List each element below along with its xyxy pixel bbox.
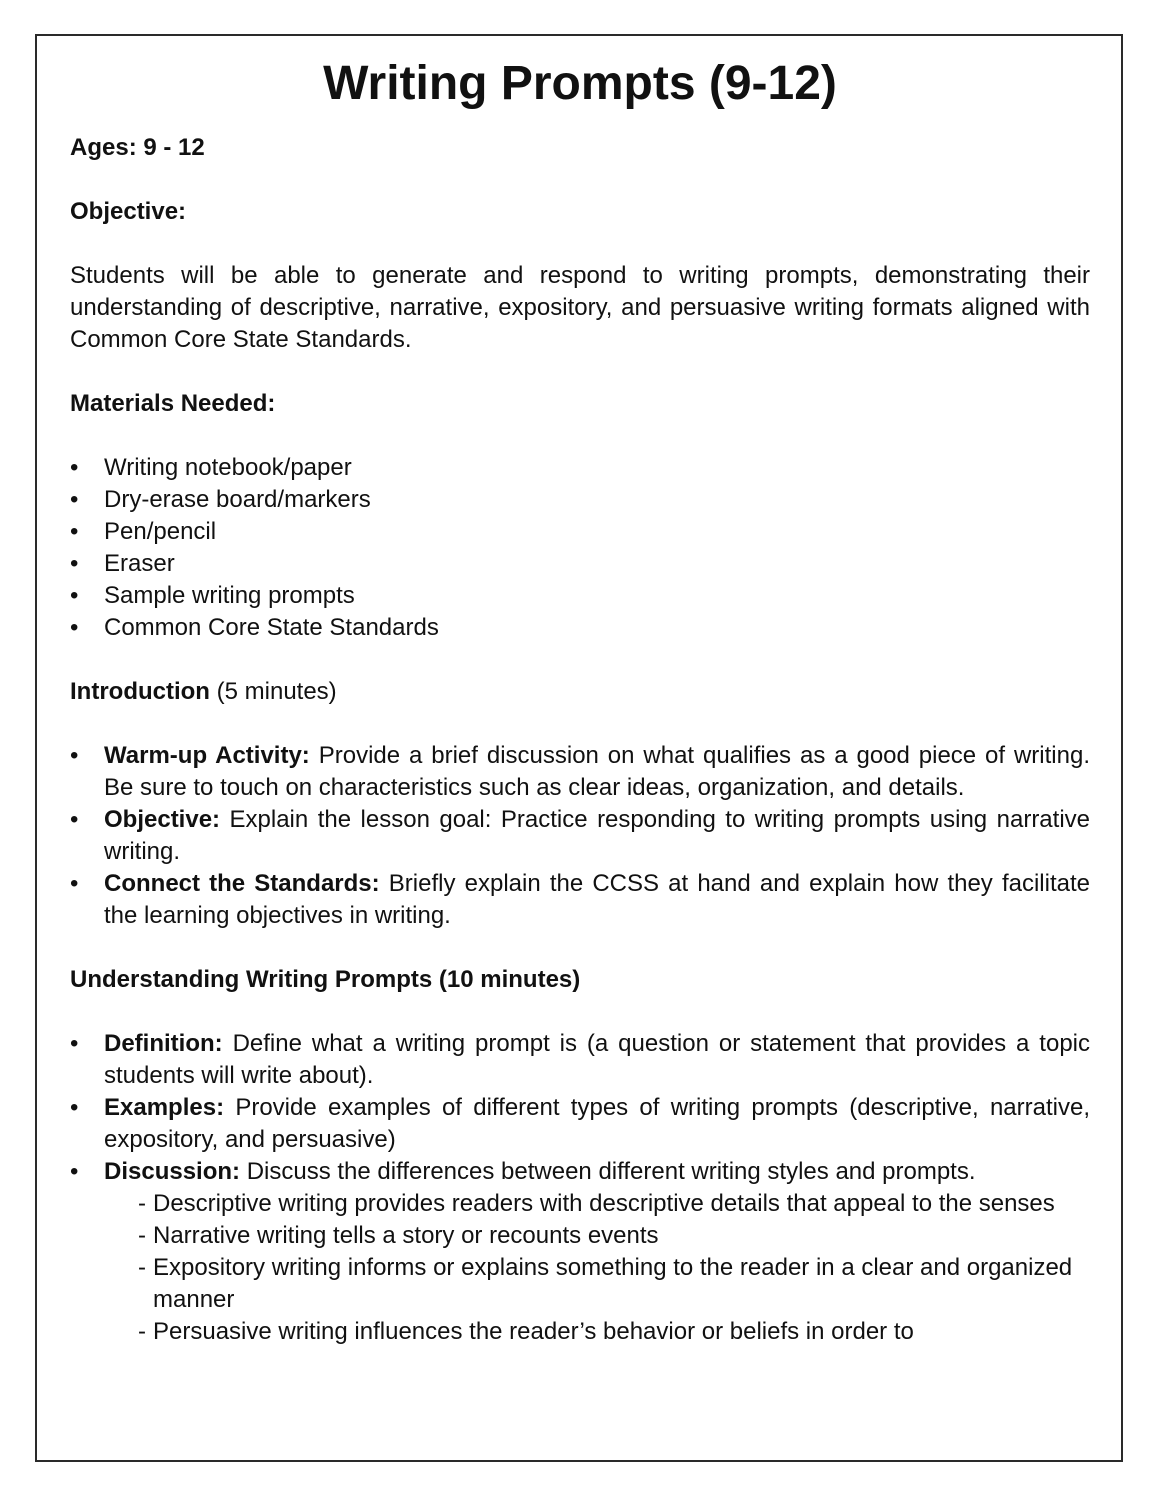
item-label: Objective: (104, 806, 221, 833)
writing-styles-list (104, 1188, 1090, 1348)
list-item: • Common Core State Standards (70, 612, 1090, 644)
lesson-plan (70, 57, 1090, 1348)
objective-text: Students will be able to generate and respond to writing prompts, demonstrating their understanding of descriptive, narrative, expository, and persuasive writing formats aligned with Common Core State Standards. (70, 262, 1090, 353)
sub-list-item: - Persuasive writing influences the reader’s behavior or beliefs in order to (138, 1316, 1090, 1348)
list-item (70, 1028, 1090, 1092)
list-item: • Writing notebook/paper (70, 452, 1090, 484)
item-text: Define what a writing prompt is (a question or statement that provides a topic students will write about). (104, 1030, 1090, 1089)
item-label: Discussion: (104, 1158, 241, 1185)
list-item (70, 804, 1090, 868)
item-label: Warm-up Activity: (104, 742, 310, 769)
ages-line: Ages: 9 - 12 (70, 134, 205, 161)
page-title: Writing Prompts (9-12) (323, 57, 837, 110)
list-item (70, 740, 1090, 804)
sub-list-item: - Descriptive writing provides readers with descriptive details that appeal to the senses (138, 1188, 1090, 1220)
item-label: Definition: (104, 1030, 223, 1057)
sub-list-item: - Narrative writing tells a story or recounts events (138, 1220, 1090, 1252)
item-text: Briefly explain the CCSS at hand and explain how they facilitate the learning objectives in writing. (104, 870, 1090, 929)
item-text: Discuss the differences between different writing styles and prompts. (240, 1158, 976, 1185)
item-label: Examples: (104, 1094, 225, 1121)
list-item (70, 1156, 1090, 1348)
list-item: • Pen/pencil (70, 516, 1090, 548)
introduction-heading (70, 676, 1090, 708)
list-item: • Eraser (70, 548, 1090, 580)
understanding-list (70, 1028, 1090, 1348)
objective-heading: Objective: (70, 198, 187, 225)
introduction-list (70, 740, 1090, 932)
understanding-heading: Understanding Writing Prompts (10 minutes) (70, 966, 581, 993)
materials-heading: Materials Needed: (70, 390, 276, 417)
introduction-heading-label: Introduction (70, 678, 210, 705)
introduction-duration: (5 minutes) (209, 678, 337, 705)
item-text: Provide examples of different types of writing prompts (descriptive, narrative, expository, and persuasive) (104, 1094, 1090, 1153)
list-item (70, 1092, 1090, 1156)
list-item: • Dry-erase board/markers (70, 484, 1090, 516)
item-text: Provide a brief discussion on what qualifies as a good piece of writing. Be sure to touch on characteristics such as clear ideas, organization, and details. (104, 742, 1090, 801)
list-item (70, 868, 1090, 932)
item-label: Connect the Standards: (104, 870, 380, 897)
list-item: • Sample writing prompts (70, 580, 1090, 612)
item-text: Explain the lesson goal: Practice responding to writing prompts using narrative writing. (104, 806, 1090, 865)
sub-list-item: - Expository writing informs or explains something to the reader in a clear and organized manner (138, 1252, 1090, 1316)
materials-list (70, 452, 1090, 644)
